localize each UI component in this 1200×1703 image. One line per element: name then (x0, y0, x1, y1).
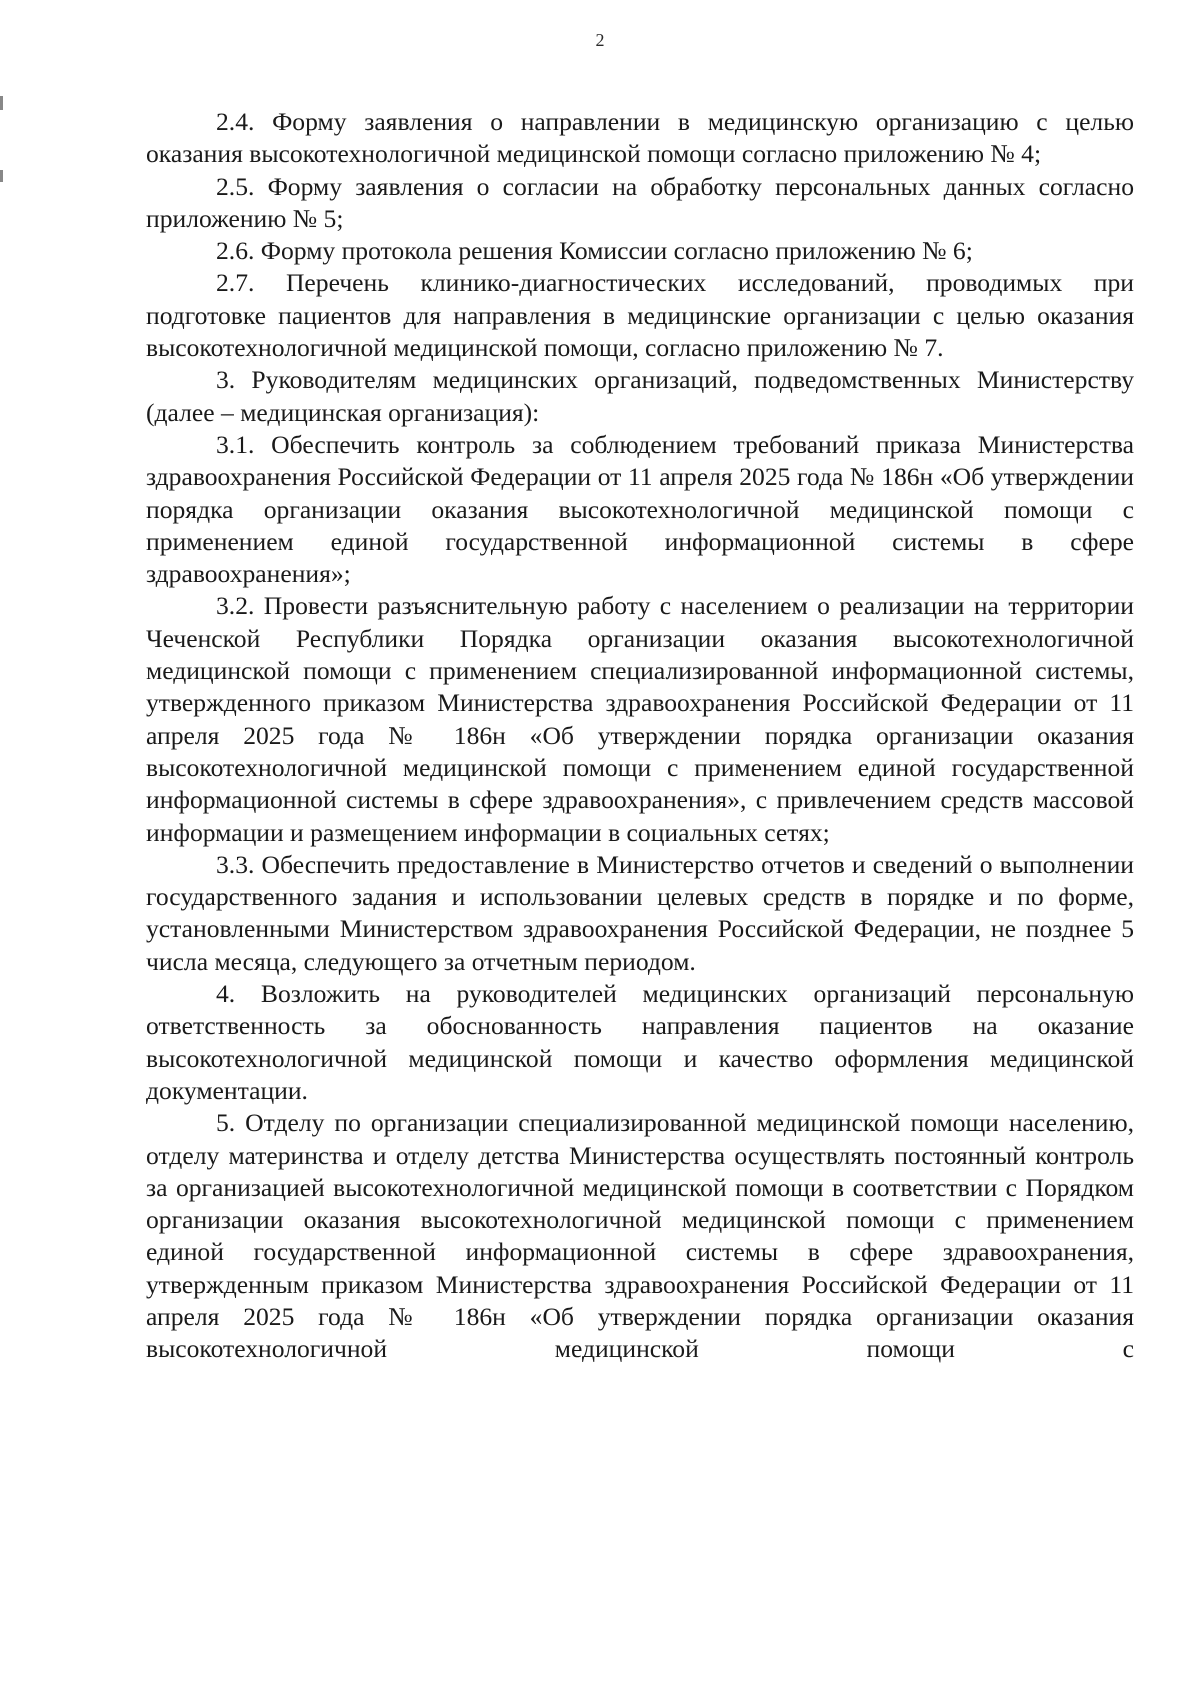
paragraph-2-5: 2.5. Форму заявления о согласии на обработку персональных данных согласно приложению № 5; (146, 171, 1134, 233)
paragraph-5: 5. Отделу по организации специализированной медицинской помощи населению, отделу материнства и отделу детства Министерства осуществлять постоянный контроль за организацией высокотехнологичной медицинской помощи в соответствии с Порядком организации оказания высокотехнологичной медицинской помощи с применением единой государственной информационной системы в сфере здравоохранения, утвержденным приказом Министерства здравоохранения Российской Федерации от 11 апреля 2025 года № 186н «Об утверждении порядка организации оказания высокотехнологичной медицинской помощи с (146, 1108, 1134, 1364)
scan-edge-mark (0, 96, 3, 110)
paragraph-2-4: 2.4. Форму заявления о направлении в медицинскую организацию с целью оказания высокотехнологичной медицинской помощи согласно приложению № 4; (146, 107, 1134, 169)
paragraph-2-6: 2.6. Форму протокола решения Комиссии согласно приложению № 6; (216, 236, 973, 266)
scan-edge-mark (0, 170, 3, 182)
paragraph-2-7: 2.7. Перечень клинико-диагностических исследований, проводимых при подготовке пациентов для направления в медицинские организации с целью оказания высокотехнологичной медицинской помощи, согласно приложению № 7. (146, 268, 1134, 363)
page-number: 2 (595, 30, 605, 50)
paragraph-3-2: 3.2. Провести разъяснительную работу с населением о реализации на территории Чеченской Республики Порядка организации оказания высокотехнологичной медицинской помощи с применением специализированной информационной системы, утвержденного приказом Министерства здравоохранения Российской Федерации от 11 апреля 2025 года № 186н «Об утверждении порядка организации оказания высокотехнологичной медицинской помощи с применением единой государственной информационной системы в сфере здравоохранения», с привлечением средств массовой информации и размещением информации в социальных сетях; (146, 591, 1134, 847)
document-body (146, 106, 1134, 1366)
paragraph-3-1: 3.1. Обеспечить контроль за соблюдением требований приказа Министерства здравоохранения Российской Федерации от 11 апреля 2025 года № 186н «Об утверждении порядка организации оказания высокотехнологичной медицинской помощи с применением единой государственной информационной системы в сфере здравоохранения»; (146, 429, 1134, 589)
paragraph-3-3: 3.3. Обеспечить предоставление в Министерство отчетов и сведений о выполнении государственного задания и использовании целевых средств в порядке и по форме, установленными Министерством здравоохранения Российской Федерации, не позднее 5 числа месяца, следующего за отчетным периодом. (146, 849, 1134, 976)
paragraph-3: 3. Руководителям медицинских организаций, подведомственных Министерству (далее – медицинская организация): (146, 365, 1134, 427)
paragraph-4: 4. Возложить на руководителей медицинских организаций персональную ответственность за обоснованность направления пациентов на оказание высокотехнологичной медицинской помощи и качество оформления медицинской документации. (146, 979, 1134, 1105)
